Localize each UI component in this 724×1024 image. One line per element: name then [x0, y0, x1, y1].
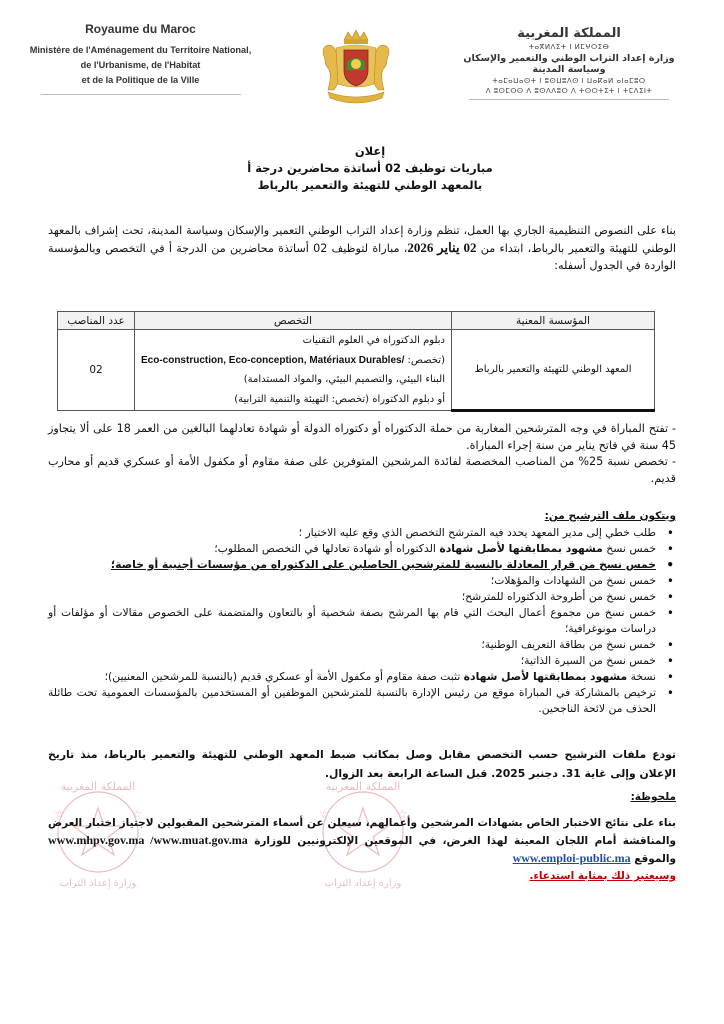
list-item [48, 669, 656, 685]
convocation-notice: وسيعتبر ذلك بمثابة استدعاء. [529, 870, 676, 882]
intro-text-2: ، مباراة لتوظيف 02 أساتذة محاضرين من الدرجة أ في التخصص وبالمؤسسة الواردة في الجدول أسفله: [48, 242, 676, 272]
stamp-text-bottom: وزارة إعداد التراب [324, 878, 402, 889]
note-text-2: والموقع [630, 853, 676, 865]
cell-positions: 02 [58, 330, 135, 411]
specialty-french: Eco-construction, Eco-conception, Matériaux Durables/ [140, 354, 405, 366]
stamp-text-top: المملكة المغربية [60, 780, 136, 793]
table-row [58, 330, 655, 411]
list-item: • خمس نسخ من السيرة الذاتية؛ [48, 653, 656, 669]
list-item-text: خمس نسخ [602, 542, 656, 555]
header-specialty: التخصص [135, 312, 452, 330]
header-institution: المؤسسة المعنية [452, 312, 655, 330]
list-item: • خمس نسخ من قرار المعادلة بالنسبة للمترشحين الحاصلين على الدكتوراه من مؤسسات أجنبية أو خاصة؛ [48, 557, 656, 573]
ministry-name-tifinagh-1: ⵜⴰⵎⴰⵡⴰⵙⵜ ⵏ ⵓⵙⵡⵓⴷⵙ ⵏ ⵡⴰⴽⴰⵍ ⴰⵏⴰⵎⵓⵔ [492, 77, 646, 85]
list-item: • طلب خطي إلى مدير المعهد يحدد فيه المترشح التخصص الذي وقع عليه الاختيار ؛ [48, 525, 656, 541]
application-file-section [48, 508, 676, 717]
cell-specialty [135, 330, 452, 411]
deposit-instructions: تودع ملفات الترشيح حسب التخصص مقابل وصل بمكاتب ضبط المعهد الوطني للتهيئة والتعمير بالرباط، منذ تاريخ الإعلان وإلى غاية 31. دجنبر 2025. قبل الساعة الرابعة بعد الزوال. [48, 748, 676, 780]
specialty-line-4: أو دبلوم الدكتوراه (تخصص: التهيئة والتنمية الترابية) [234, 393, 445, 405]
application-file-list [48, 525, 676, 717]
list-item: • خمس نسخ من مجموع أعمال البحث التي قام بها المرشح بصفة شخصية أو بالتعاون والمتضمنة على الخصوص مقالات أو مؤلفات أو دراسات مونوغرافية؛ [48, 605, 656, 637]
condition-quota: - تخصص نسبة 25% من المناصب المخصصة لفائدة المرشحين المتوفرين على صفة مقاوم أو مكفول الأمة أو عسكري قديم أو محارب قديم. [48, 455, 676, 485]
specialty-line-1: دبلوم الدكتوراه في العلوم التقنيات [302, 335, 445, 346]
stamp-star-left: ☆ [54, 807, 65, 821]
list-item: • ترخيص بالمشاركة في المباراة موقع من رئيس الإدارة بالنسبة للمترشحين الموظفين أو المستخدمين بالمؤسسات العمومية تحت طائلة الحذف من لائحة الناجحين. [48, 685, 656, 717]
table-header-row [58, 312, 655, 330]
ministry-websites[interactable]: www.mhpv.gov.ma /www.muat.gov.ma [48, 833, 248, 847]
list-item-bold: مشهود بمطابقتها لأصل شهادة [463, 670, 628, 683]
conditions [48, 421, 676, 487]
coat-of-arms-icon [314, 26, 398, 110]
ministry-line-3-fr: et de la Politique de la Ville [81, 75, 200, 85]
header-arabic [444, 26, 694, 100]
list-item: • خمس نسخ من أطروحة الدكتوراه للمترشح؛ [48, 589, 656, 605]
list-item: • خمس نسخ من بطاقة التعريف الوطنية؛ [48, 637, 656, 653]
list-item-text: الدكتوراه أو شهادة تعادلها في التخصص المطلوب؛ [214, 542, 440, 555]
stamp-text-bottom: وزارة إعداد التراب [59, 878, 137, 889]
list-item [48, 541, 656, 557]
specialty-line-2 [141, 351, 445, 371]
positions-table [57, 311, 655, 412]
stamp-star-right: ☆ [132, 807, 143, 821]
header-divider-ar [469, 99, 669, 100]
ministry-name-ar: وزارة إعداد التراب الوطني والتعمير والإسكان وسياسة المدينة [463, 53, 675, 75]
list-item: • خمس نسخ من الشهادات والمؤهلات؛ [48, 573, 656, 589]
ministry-name-tifinagh-2: ⴷ ⵓⵙⵎⵔⵙ ⴷ ⵓⵙⴷⴷⵓⵔ ⴷ ⵜⵙⵔⵜⵉⵜ ⵏ ⵜⵎⴷⵉⵏⵜ [485, 87, 653, 95]
title-line-2: مباريات توظيف 02 أساتذة محاضرين درجة أ [247, 161, 493, 175]
announcement-title [180, 143, 560, 194]
header-french [18, 22, 263, 95]
emploi-public-link[interactable]: www.emploi-public.ma [512, 851, 631, 865]
application-file-heading: ويتكون ملف الترشيح من: [544, 510, 676, 522]
kingdom-name-fr: Royaume du Maroc [85, 22, 196, 36]
specialty-label: (تخصص: [404, 354, 445, 366]
title-line-3: بالمعهد الوطني للتهيئة والتعمير بالرباط [257, 178, 483, 192]
header-positions: عدد المناصب [58, 312, 135, 330]
ministry-line-1-fr: Ministère de l'Aménagement du Territoire National, [29, 45, 252, 55]
stamp-text-top: المملكة المغربية [325, 780, 401, 793]
kingdom-name-tifinagh: ⵜⴰⴳⵍⴷⵉⵜ ⵏ ⵍⵎⵖⵔⵉⴱ [528, 43, 610, 51]
note-paragraph [48, 815, 676, 885]
stamp-star-left: ☆ [319, 807, 330, 821]
ministry-line-2-fr: de l'Urbanisme, de l'Habitat [80, 60, 201, 70]
kingdom-name-ar: المملكة المغربية [517, 26, 621, 41]
cell-institution: المعهد الوطني للتهيئة والتعمير بالرباط [452, 330, 655, 411]
list-item-bold: مشهود بمطابقتها لأصل شهادة [439, 542, 603, 555]
title-line-1: إعلان [354, 144, 386, 158]
intro-paragraph [48, 222, 676, 274]
stamp-star-right: ☆ [397, 807, 408, 821]
exam-date: 02 يناير 2026 [407, 240, 477, 255]
note-text-1: بناء على نتائج الاختبار الخاص بشهادات المرشحين وأعمالهم، سيعلن عن أسماء المترشحين المقبولين لاجتياز اختبار العرض والمناقشة أمام اللجان المعينة لهذا الغرض، في الموقعين الإلكترونيين للوزارة [48, 817, 676, 847]
intro-text-1: بناء على النصوص التنظيمية الجاري بها العمل، تنظم وزارة إعداد التراب الوطني التعمير والإسكان وسياسة المدينة، تحت إشراف بالمعهد الوطني للتهيئة والتعمير بالرباط، ابتداء من [48, 224, 676, 255]
list-item-text: نسخة [627, 670, 656, 683]
specialty-line-3: البناء البيئي، والتصميم البيئي، والمواد المستدامة) [243, 374, 445, 385]
header-divider-fr [41, 94, 241, 95]
condition-age: - تفتح المباراة في وجه المترشحين المغاربة من حملة الدكتوراه أو دكتوراه الدولة أو شهادة تعادلهما البالغين من العمر 18 على ألا يتجاوز 45 سنة في فاتح يناير من سنة إجراء المباراة. [48, 422, 676, 452]
list-item-text: تثبت صفة مقاوم أو مكفول الأمة أو عسكري قديم (بالنسبة للمرشحين المعنيين)؛ [104, 670, 464, 683]
note-heading: ملحوظة: [630, 791, 676, 803]
